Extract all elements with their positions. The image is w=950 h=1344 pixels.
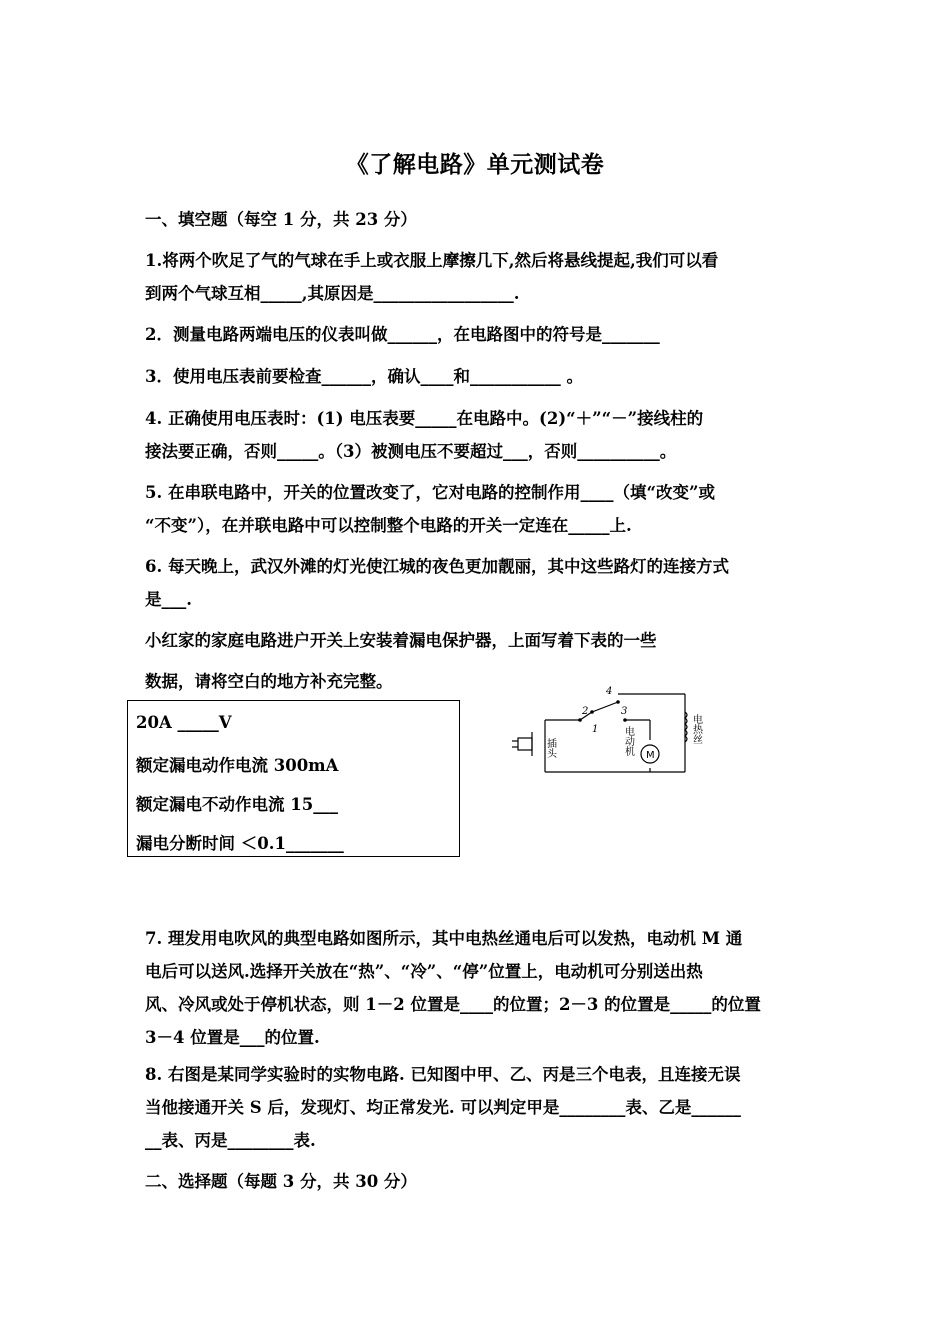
table-row-trip-current: 额定漏电动作电流 300mA (136, 756, 339, 775)
page-title: 《了解电路》单元测试卷 (345, 151, 605, 178)
question-2: 2．测量电路两端电压的仪表叫做______，在电路图中的符号是_______ (145, 325, 660, 344)
question-8-line-2: 当他接通开关 S 后，发现灯、均正常发光. 可以判定甲是________表、乙是______ (145, 1098, 741, 1117)
question-6-line-1: 6. 每天晚上，武汉外滩的灯光使江城的夜色更加靓丽，其中这些路灯的连接方式 (145, 557, 729, 576)
leakage-protector-table (127, 700, 460, 857)
hair-dryer-circuit-diagram (510, 682, 720, 782)
table-row-break-time: 漏电分断时间 ＜0.1_______ (136, 834, 344, 853)
contact-label-2: 2 (582, 706, 589, 717)
question-6 (145, 550, 810, 616)
question-7 (145, 922, 810, 1054)
question-4-line-1: 4. 正确使用电压表时：(1) 电压表要_____在电路中。(2)“＋”“－”接线柱的 (145, 409, 704, 428)
contact-label-3: 3 (621, 706, 628, 717)
question-8-line-3: __表、丙是________表. (145, 1131, 316, 1150)
intro-line-2: 数据，请将空白的地方补充完整。 (145, 672, 393, 691)
motor-label: 电动机 (622, 726, 634, 756)
question-3: 3．使用电压表前要检查______，确认____和___________ 。 (145, 367, 583, 386)
heater-label: 电热丝 (690, 714, 702, 744)
question-1-line-2: 到两个气球互相_____,其原因是_________________. (145, 284, 520, 303)
question-4-line-2: 接法要正确，否则_____。（3）被测电压不要超过___，否则__________。 (145, 442, 677, 461)
plug-label: 插头 (544, 738, 556, 758)
question-5-line-1: 5. 在串联电路中，开关的位置改变了，它对电路的控制作用____（填“改变”或 (145, 483, 715, 502)
question-7-line-2: 电后可以送风.选择开关放在“热”、“冷”、“停”位置上，电动机可分别送出热 (145, 962, 703, 981)
section-fill-in-heading: 一、填空题（每空 1 分，共 23 分） (145, 210, 417, 229)
motor-m-label: M (646, 750, 655, 761)
question-7-line-1: 7. 理发用电吹风的典型电路如图所示，其中电热丝通电后可以发热，电动机 M 通 (145, 929, 743, 948)
question-7-line-3: 风、冷风或处于停机状态，则 1－2 位置是____的位置；2－3 的位置是_____的位置 (145, 995, 761, 1014)
contact-label-4: 4 (606, 686, 613, 697)
question-8-line-1: 8. 右图是某同学实验时的实物电路. 已知图中甲、乙、丙是三个电表，且连接无误 (145, 1065, 741, 1084)
question-8 (145, 1058, 810, 1157)
contact-label-1: 1 (592, 724, 599, 735)
question-6-line-2: 是___. (145, 590, 192, 609)
table-row-non-trip-current: 额定漏电不动作电流 15___ (136, 795, 338, 814)
question-5 (145, 476, 810, 542)
plug-body (518, 738, 532, 750)
question-1 (145, 244, 810, 310)
table-row-voltage: 20A _____V (136, 713, 232, 732)
question-4 (145, 402, 810, 468)
intro-line-1: 小红家的家庭电路进户开关上安装着漏电保护器，上面写着下表的一些 (145, 631, 657, 650)
question-7-line-4: 3－4 位置是___的位置. (145, 1028, 320, 1047)
question-1-line-1: 1.将两个吹足了气的气球在手上或衣服上摩擦几下,然后将悬线提起,我们可以看 (145, 251, 719, 270)
switch-blade (592, 702, 618, 712)
section-choice-heading: 二、选择题（每题 3 分，共 30 分） (145, 1172, 417, 1191)
question-5-line-2: “不变”），在并联电路中可以控制整个电路的开关一定连在_____上. (145, 516, 632, 535)
